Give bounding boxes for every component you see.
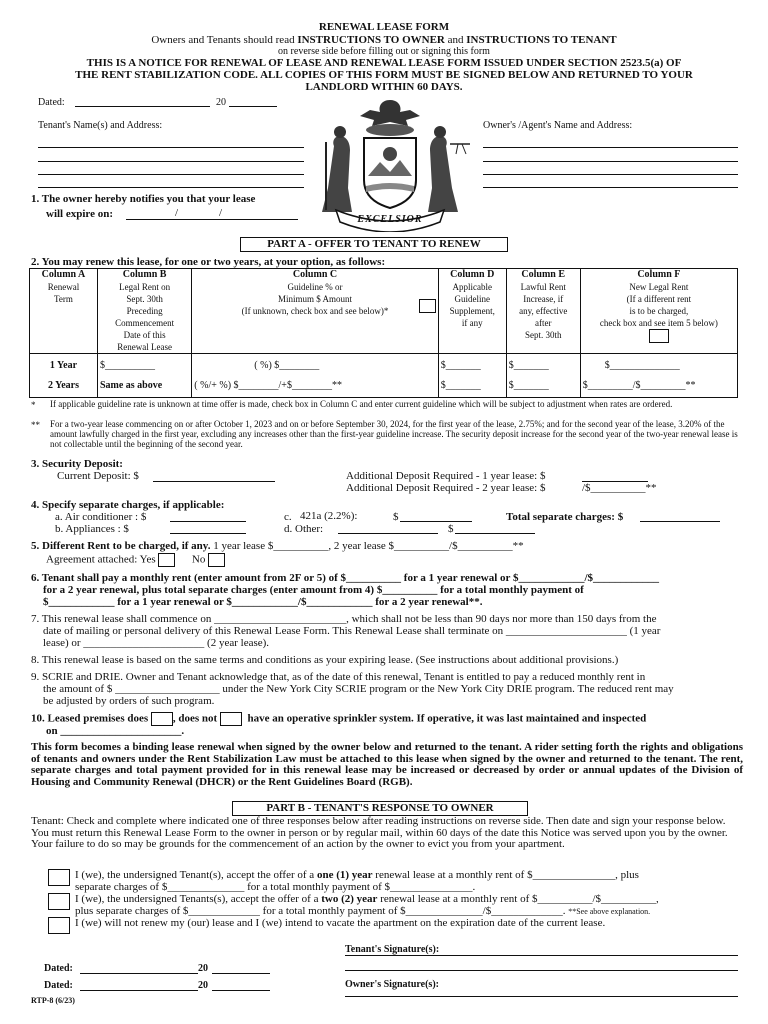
- row-col-d[interactable]: $_______ $_______: [438, 354, 506, 398]
- dated-year: 20: [216, 97, 226, 108]
- footnote-2: For a two-year lease commencing on or after October 1, 2023 and on or before September 30, 2024, for the first year of the lease, 2.75%; and for the second year of the lease, 3.20% of the amount lawfully charged in the first year, excluding any increases other than the first-year guideline increase. The security deposit increase for the second year of the two-year renewal lease is not collectable until the beginning of the second year.: [50, 419, 738, 449]
- tenant-instructions: Tenant: Check and complete where indicated one of three responses below after reading instructions on reverse side. Then date and sign your response below. You must return this Renewal Lease Form to the owner in person or by regular mail, within 60 days of the date this Notice was served upon you by the owner. Your failure to do so may be grounds for the commencement of an action by the owner to evict you from your apartment.: [31, 815, 728, 850]
- other-charge-label: d. Other:: [284, 523, 324, 535]
- owner-signature-label: Owner's Signature(s):: [345, 979, 439, 990]
- opt2-line-1: I (we), the undersigned Tenants(s), accept the offer of a two (2) year renewal lease at a monthly rent of $__________/$__________,: [75, 893, 659, 905]
- row-terms: 1 Year 2 Years: [30, 354, 98, 398]
- tenant-address-line[interactable]: [38, 161, 304, 162]
- item6-line-1: 6. Tenant shall pay a monthly rent (enter amount from 2F or 5) of $__________ for a 1 year renewal or $____________/$____________: [31, 572, 660, 584]
- item4-title: 4. Specify separate charges, if applicable:: [31, 499, 225, 511]
- item7-line-1: 7. This renewal lease shall commence on ________________________, which shall not be less than 90 days nor more than 150 days from the: [31, 613, 657, 625]
- tenant-dated-year-field[interactable]: [212, 973, 270, 974]
- col-c-header: Column C Guideline % or Minimum $ Amount (If unknown, check box and see below)*: [192, 269, 438, 354]
- guideline-unknown-checkbox[interactable]: [419, 299, 436, 313]
- opt1-line-2: separate charges of $______________ for a total monthly payment of $_______________.: [75, 881, 476, 893]
- item2-text: 2. You may renew this lease, for one or two years, at your option, as follows:: [31, 256, 386, 268]
- opt2-line-2: plus separate charges of $_____________ for a total monthly payment of $______________/$_____________. **See above explanation.: [75, 905, 651, 917]
- owner-dated-year-field[interactable]: [212, 990, 270, 991]
- tenant-dated-field[interactable]: [80, 973, 198, 974]
- owner-signature-line[interactable]: [345, 996, 738, 997]
- seal-motto: EXCELSIOR: [357, 214, 423, 225]
- total-charges-label: Total separate charges: $: [506, 511, 624, 523]
- other-charge-desc-field[interactable]: [338, 533, 438, 534]
- different-rent-checkbox[interactable]: [649, 329, 669, 343]
- opt3-text: I (we) will not renew my (our) lease and I (we) intend to vacate the apartment on the expiration date of the current lease.: [75, 917, 606, 929]
- sprinkler-inspected-date[interactable]: on ______________________.: [46, 725, 185, 737]
- add-deposit-1yr-label: Additional Deposit Required - 1 year lease: $: [346, 470, 546, 482]
- sprinkler-does-checkbox[interactable]: [151, 712, 173, 726]
- agreement-line: [46, 553, 225, 567]
- item9-line-1: 9. SCRIE and DRIE. Owner and Tenant acknowledge that, as of the date of this renewal, Tenant is entitled to pay a reduced monthly rent in: [31, 671, 646, 683]
- date-slash: /: [219, 207, 223, 219]
- appliance-charge-field[interactable]: [170, 533, 246, 534]
- agreement-no-label: No: [191, 553, 206, 566]
- item10-does-not-label: , does not: [172, 712, 218, 725]
- tenant-signature-line[interactable]: [345, 955, 738, 956]
- lease-expire-date-field[interactable]: [126, 219, 298, 220]
- sprinkler-does-not-checkbox[interactable]: [220, 712, 242, 726]
- footnote-1-mark: *: [31, 400, 36, 410]
- header-owner-instr: INSTRUCTIONS TO OWNER: [297, 34, 445, 46]
- owner-address-label: Owner's /Agent's Name and Address:: [483, 120, 633, 131]
- item6-line-2: for a 2 year renewal, plus total separate charges (enter amount from 4) $__________ for a total monthly payment of: [43, 584, 584, 596]
- col-d-header: Column D Applicable Guideline Supplement, if any: [438, 269, 506, 354]
- form-title: RENEWAL LEASE FORM: [318, 21, 450, 33]
- item7-line-2: date of mailing or personal delivery of this Renewal Lease Form. This Renewal Lease shall terminate on ______________________ (1 year: [43, 625, 661, 637]
- current-deposit-field[interactable]: [153, 481, 275, 482]
- owner-address-line[interactable]: [483, 187, 738, 188]
- agreement-yes-checkbox[interactable]: [158, 553, 175, 567]
- notice-line-1: THIS IS A NOTICE FOR RENEWAL OF LEASE AND RENEWAL LEASE FORM ISSUED UNDER SECTION 2523.5(a) OF: [86, 57, 682, 69]
- item3-title: 3. Security Deposit:: [31, 458, 123, 470]
- header-text: Owners and Tenants should read: [151, 34, 298, 46]
- owner-address-line[interactable]: [483, 161, 738, 162]
- owner-dated-year: 20: [198, 980, 208, 991]
- agreement-yes-label: Agreement attached: Yes: [46, 553, 156, 566]
- add-deposit-2yr-label: Additional Deposit Required - 2 year lease: $: [346, 482, 546, 494]
- tenant-signature-label: Tenant's Signature(s):: [345, 944, 440, 955]
- notice-line-2: THE RENT STABILIZATION CODE. ALL COPIES OF THIS FORM MUST BE SIGNED BELOW AND RETURNED TO YOUR: [75, 69, 693, 81]
- binding-paragraph: This form becomes a binding lease renewal when signed by the owner below and returned to the tenant. A rider setting forth the rights and obligations of tenants and owners under the Rent Stabilization Law must be attached to this lease when signed by the owner and returned to the tenant. The rent, separate charges and total payment provided for in this renewal lease may be increased or decreased by order or annual updates of the Division of Housing and Community Renewal (DHCR) or the Rent Guidelines Board (RGB).: [31, 741, 743, 788]
- item6-line-3: $____________ for a 1 year renewal or $____________/$____________ for a 2 year renewal**.: [43, 596, 483, 608]
- state-seal-icon: [300, 92, 480, 232]
- tenant-address-label: Tenant's Name(s) and Address:: [38, 120, 163, 131]
- tenant-dated-label: Dated:: [44, 963, 73, 974]
- item5-line: [31, 540, 524, 553]
- col-a-header: Column A Renewal Term: [30, 269, 98, 354]
- col-f-header: Column F New Legal Rent (If a different rent is to be charged, check box and see item 5 below): [580, 269, 737, 354]
- item10-line: [31, 712, 646, 726]
- row-col-b[interactable]: $__________ Same as above: [97, 354, 191, 398]
- appliance-charge-label: b. Appliances : $: [55, 523, 129, 535]
- item5-different-rent-fields[interactable]: 1 year lease $__________, 2 year lease $__________/$__________**: [213, 540, 524, 552]
- 421a-charge-label: 421a (2.2%):: [300, 510, 358, 522]
- owner-address-line[interactable]: [483, 147, 738, 148]
- item8-text: 8. This renewal lease is based on the same terms and conditions as your expiring lease. (See instructions about additional provisions.): [31, 654, 619, 666]
- part-b-heading: PART B - TENANT'S RESPONSE TO OWNER: [232, 801, 528, 816]
- item9-line-3: be adjusted by orders of such program.: [43, 695, 215, 707]
- tenant-address-line[interactable]: [38, 187, 304, 188]
- item1-expire-label: will expire on:: [46, 208, 114, 220]
- item7-line-3: lease) or ______________________ (2 year lease).: [43, 637, 270, 649]
- form-id: RTP-8 (6/23): [31, 996, 75, 1005]
- item5-title: 5. Different Rent to be charged, if any.: [31, 540, 211, 552]
- add-deposit-2yr-field[interactable]: /$__________**: [582, 482, 657, 494]
- dated-year-field[interactable]: [229, 106, 277, 107]
- tenant-address-line[interactable]: [38, 147, 304, 148]
- footnote-2-mark: **: [31, 420, 40, 430]
- owner-dated-label: Dated:: [44, 980, 73, 991]
- owner-address-line[interactable]: [483, 174, 738, 175]
- col-e-header: Column E Lawful Rent Increase, if any, effective after Sept. 30th: [506, 269, 580, 354]
- row-col-f[interactable]: $______________ $_________/$_________**: [580, 354, 737, 398]
- date-slash: /: [175, 207, 179, 219]
- 421a-dollar: $: [393, 511, 399, 523]
- dated-field[interactable]: [75, 106, 210, 107]
- total-charges-field[interactable]: [640, 521, 720, 522]
- row-col-e[interactable]: $_______ $_______: [506, 354, 580, 398]
- item1-text: 1. The owner hereby notifies you that your lease: [31, 193, 256, 205]
- other-dollar: $: [448, 523, 454, 535]
- owner-dated-field[interactable]: [80, 990, 198, 991]
- not-renew-checkbox[interactable]: [48, 917, 70, 934]
- other-charge-field[interactable]: [455, 533, 535, 534]
- item10-does-label: 10. Leased premises does: [31, 712, 149, 725]
- col-b-header: Column B Legal Rent on Sept. 30th Preceding Commencement Date of this Renewal Lease: [97, 269, 191, 354]
- renewal-table: [29, 268, 738, 398]
- agreement-no-checkbox[interactable]: [208, 553, 225, 567]
- item9-line-2: the amount of $ ___________________ under the New York City SCRIE program or the New York City DRIE program. The reduced rent may: [43, 683, 674, 695]
- ac-charge-label: a. Air conditioner : $: [55, 511, 147, 523]
- opt1-line-1: I (we), the undersigned Tenant(s), accept the offer of a one (1) year renewal lease at a monthly rent of $_______________, plus: [75, 869, 639, 881]
- 421a-charge-field[interactable]: [400, 521, 472, 522]
- tenant-address-line[interactable]: [38, 174, 304, 175]
- header-tenant-instr: INSTRUCTIONS TO TENANT: [466, 34, 617, 46]
- item10-sprinkler-text: have an operative sprinkler system. If operative, it was last maintained and inspected: [247, 712, 647, 725]
- part-a-heading: PART A - OFFER TO TENANT TO RENEW: [240, 237, 508, 252]
- accept-1yr-checkbox[interactable]: [48, 869, 70, 886]
- header-text: and: [444, 34, 467, 46]
- c-label: c.: [284, 511, 292, 523]
- notice-line-3: LANDLORD WITHIN 60 DAYS.: [305, 81, 463, 93]
- current-deposit-label: Current Deposit: $: [57, 470, 139, 482]
- tenant-dated-year: 20: [198, 963, 208, 974]
- row-col-c[interactable]: ( %) $________ ( %/+ %) $________/+$________**: [192, 354, 438, 398]
- dated-label: Dated:: [38, 97, 65, 108]
- header-reverse-note: on reverse side before filling out or signing this form: [278, 46, 490, 57]
- footnote-1: If applicable guideline rate is unknown at time offer is made, check box in Column C and enter current guideline which will be subject to adjustment when rates are ordered.: [50, 399, 673, 409]
- tenant-signature-line-2[interactable]: [345, 970, 738, 971]
- ac-charge-field[interactable]: [170, 521, 246, 522]
- accept-2yr-checkbox[interactable]: [48, 893, 70, 910]
